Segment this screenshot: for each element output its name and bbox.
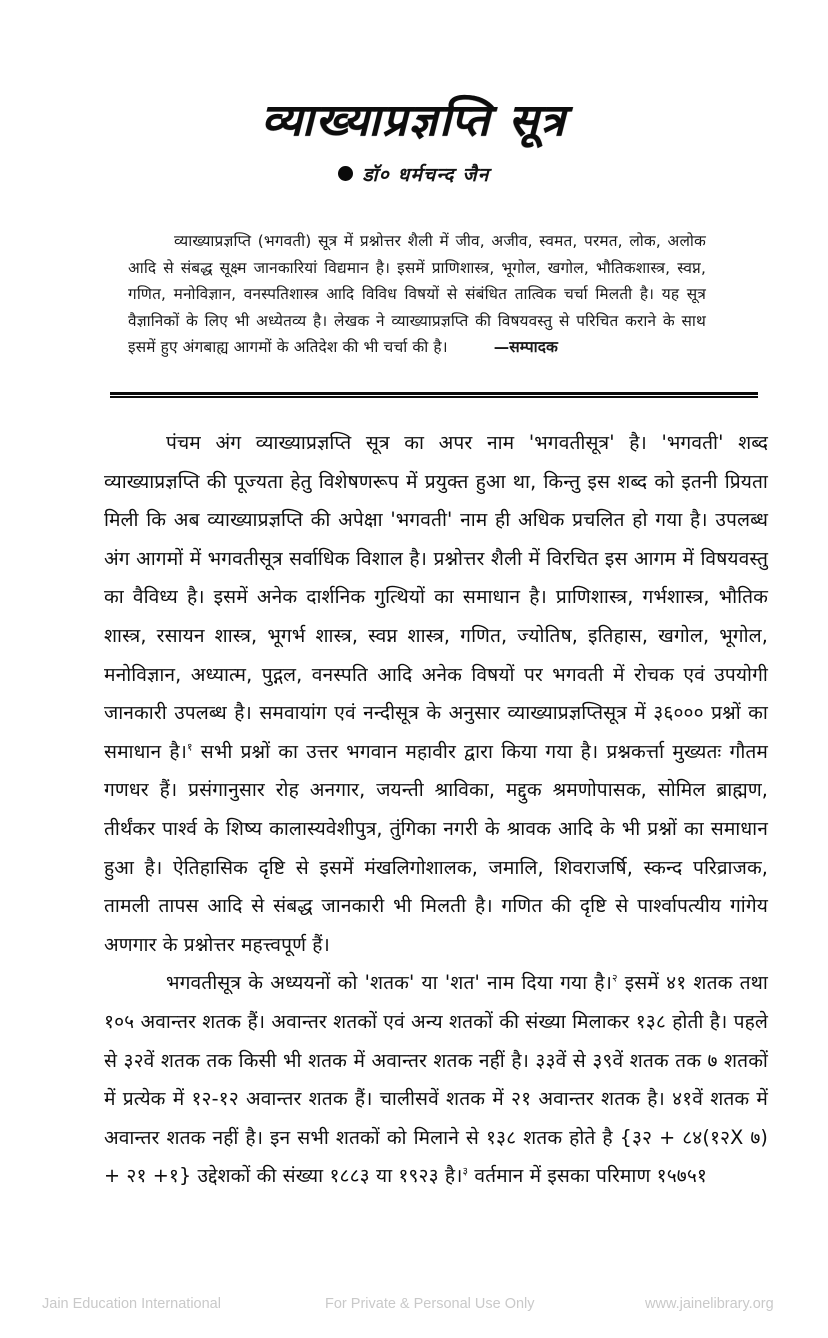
filled-circle-ornament-icon bbox=[338, 166, 353, 181]
paragraph-2-tail2: वर्तमान में इसका परिमाण १५७५१ bbox=[468, 1164, 708, 1188]
footnote-marker-1: १ bbox=[187, 741, 193, 754]
paragraph-1-tail: सभी प्रश्नों का उत्तर भगवान महावीर द्वारा किया गया है। प्रश्नकर्त्ता मुख्यतः गौतम गणधर हैं। प्रसंगानुसार रोह अनगार, जयन्ती श्राविका, मद्दुक श्रमणोपासक, सोमिल ब्राह्मण, तीर्थंकर पार्श्व के शिष्य कालास्यवेशीपुत्र, तुंगिका नगरी के श्रावक आदि के भी प्रश्नों का समाधान हुआ है। ऐतिहासिक दृष्टि से इसमें मंखलिगोशालक, जमालि, शिवराजर्षि, स्कन्द परिव्राजक, तामली तापस आदि से संबद्ध जानकारी भी मिलती है। गणित की दृष्टि से पार्श्वापत्यीय गांगेय अणगार के प्रश्नोत्तर महत्त्वपूर्ण हैं। bbox=[104, 739, 769, 956]
editor-signature: —सम्पादक bbox=[493, 338, 559, 356]
abstract-block bbox=[128, 228, 706, 361]
page-footer bbox=[0, 1296, 828, 1322]
byline bbox=[0, 161, 828, 187]
section-divider bbox=[110, 392, 758, 398]
divider-bar-thin bbox=[110, 396, 758, 398]
paragraph-2-tail: इसमें ४१ शतक तथा १०५ अवान्तर शतक हैं। अवान्तर शतकों एवं अन्य शतकों की संख्या मिलाकर १३८ होती है। पहले से ३२वें शतक तक किसी भी शतक में अवान्तर शतक नहीं है। ३३वें से ३९वें शतक तक ७ शतकों में प्रत्येक में १२-१२ अवान्तर शतक हैं। चालीसवें शतक में २१ अवान्तर शतक है। ४१वें शतक में अवान्तर शतक नहीं है। इन सभी शतकों को मिलाने से १३८ शतक होते है {३२ + ८४(१२X ७) + २१ +१} उद्देशकों की संख्या १८८३ या १९२३ है। bbox=[104, 971, 768, 1188]
paragraph-2-text: भगवतीसूत्र के अध्ययनों को 'शतक' या 'शत' नाम दिया गया है। bbox=[166, 971, 613, 995]
footer-usage-notice: For Private & Personal Use Only bbox=[325, 1296, 535, 1312]
title-block bbox=[0, 96, 828, 187]
footnote-marker-3: ३ bbox=[462, 1165, 469, 1178]
footer-organization: Jain Education International bbox=[42, 1296, 221, 1312]
footnote-marker-2: २ bbox=[612, 972, 618, 985]
paragraph-1-text: पंचम अंग व्याख्याप्रज्ञप्ति सूत्र का अपर नाम 'भगवतीसूत्र' है। 'भगवती' शब्द व्याख्याप्रज्ञप्ति की पूज्यता हेतु विशेषणरूप में प्रयुक्त हुआ था, किन्तु इस शब्द को इतनी प्रियता मिली कि अब व्याख्याप्रज्ञप्ति की अपेक्षा 'भगवती' नाम ही अधिक प्रचलित हो गया है। उपलब्ध अंग आगमों में भगवतीसूत्र सर्वाधिक विशाल है। प्रश्नोत्तर शैली में विरचित इस आगम में विषयवस्तु का वैविध्य है। इसमें अनेक दार्शनिक गुत्थियों का समाधान है। प्राणिशास्त्र, गर्भशास्त्र, भौतिक शास्त्र, रसायन शास्त्र, भूगर्भ शास्त्र, स्वप्न शास्त्र, गणित, ज्योतिष, इतिहास, खगोल, भूगोल, मनोविज्ञान, अध्यात्म, पुद्गल, वनस्पति आदि अनेक विषयों पर भगवती में रोचक एवं उपयोगी जानकारी उपलब्ध है। समवायांग एवं नन्दीसूत्र के अनुसार व्याख्याप्रज्ञप्तिसूत्र में ३६००० प्रश्नों का समाधान है। bbox=[104, 431, 768, 763]
body-text bbox=[104, 424, 768, 1196]
footer-website[interactable]: www.jainelibrary.org bbox=[645, 1296, 774, 1312]
paragraph-2 bbox=[104, 964, 768, 1196]
paragraph-1 bbox=[104, 424, 768, 964]
divider-bar-thick bbox=[110, 392, 758, 395]
author-name: डॉ० धर्मचन्द जैन bbox=[362, 163, 490, 186]
page-title: व्याख्याप्रज्ञप्ति सूत्र bbox=[261, 95, 567, 146]
abstract-text: व्याख्याप्रज्ञप्ति (भगवती) सूत्र में प्रश्नोत्तर शैली में जीव, अजीव, स्वमत, परमत, लोक, अलोक आदि से संबद्ध सूक्ष्म जानकारियां विद्यमान है। इसमें प्राणिशास्त्र, भूगोल, खगोल, भौतिकशास्त्र, स्वप्न, गणित, मनोविज्ञान, वनस्पतिशास्त्र आदि विविध विषयों से संबंधित तात्विक चर्चा मिलती है। यह सूत्र वैज्ञानिकों के लिए भी अध्येतव्य है। लेखक ने व्याख्याप्रज्ञप्ति की विषयवस्तु से परिचित कराने के साथ इसमें हुए अंगबाह्य आगमों के अतिदेश की भी चर्चा की है। bbox=[128, 232, 706, 356]
